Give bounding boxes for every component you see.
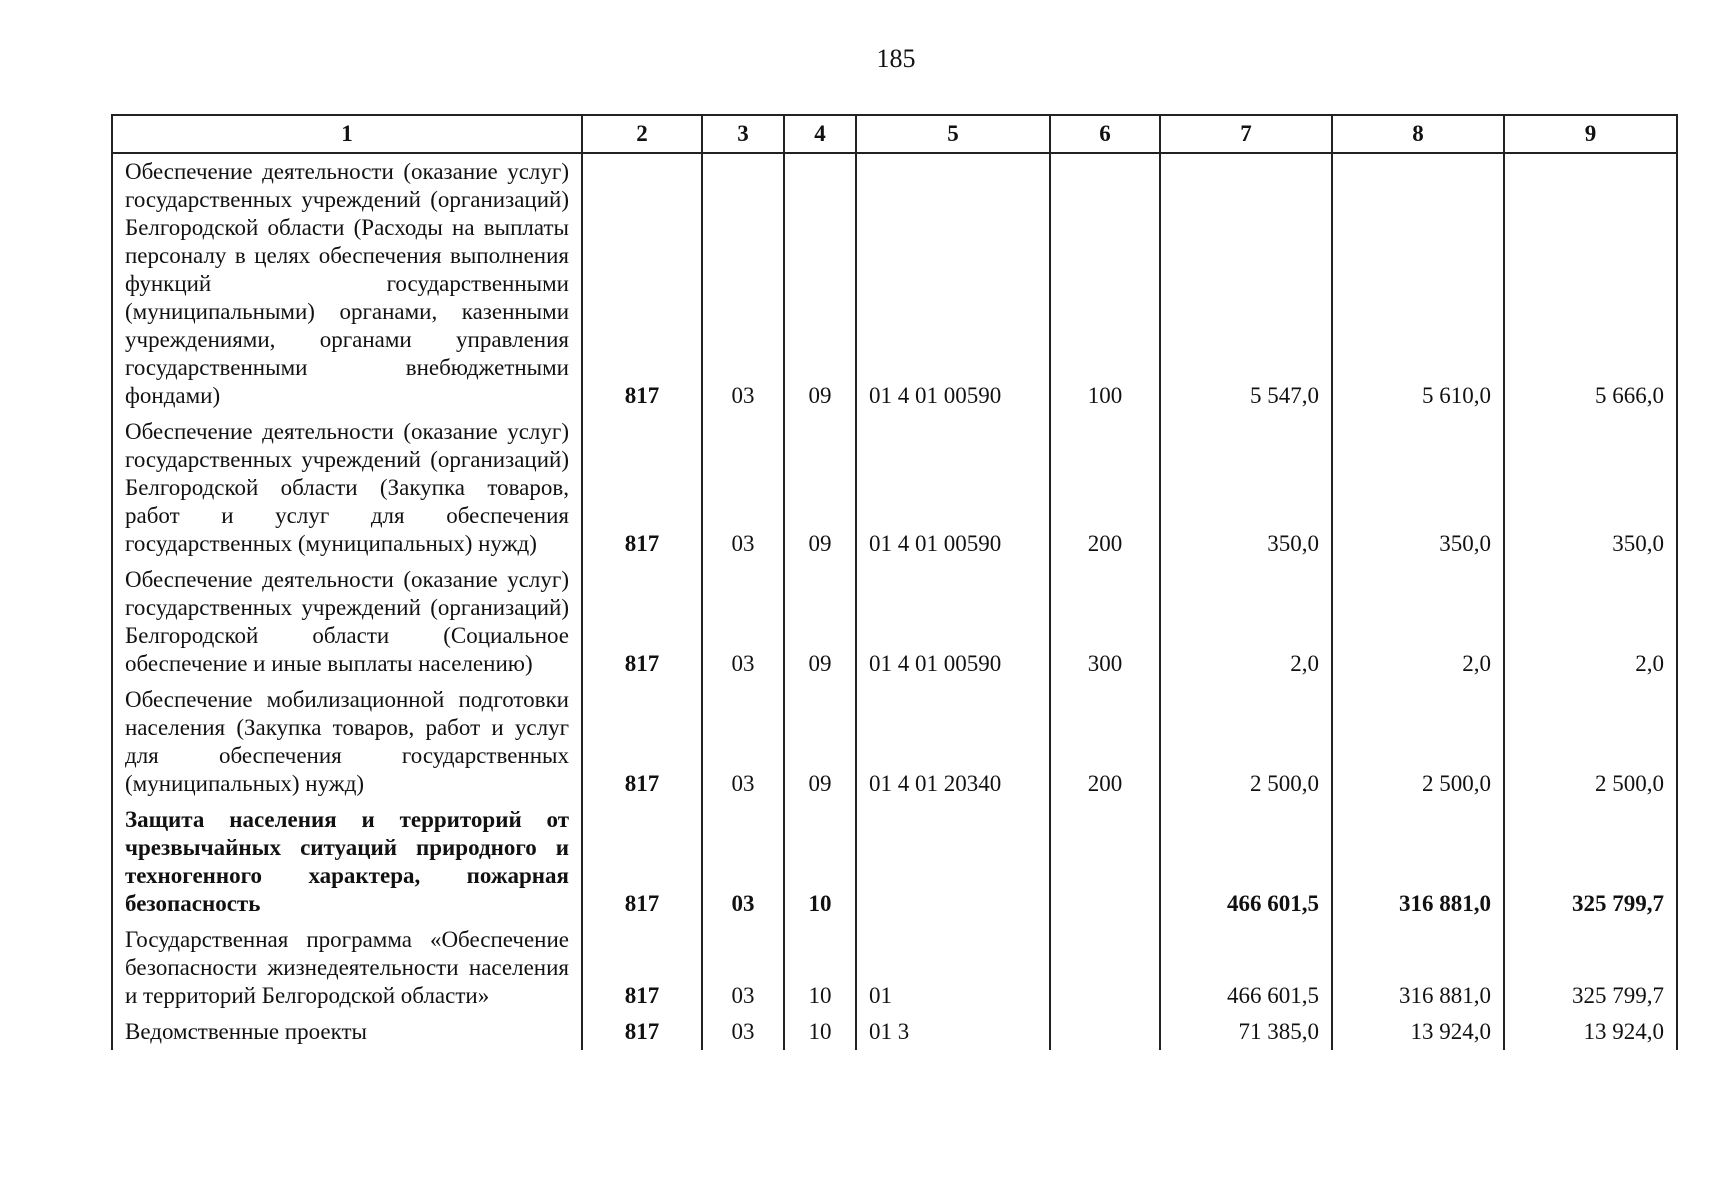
amount-col-8: 5 610,0 [1332, 153, 1504, 414]
subsection-code: 09 [784, 414, 856, 562]
ministry-code: 817 [582, 682, 702, 802]
amount-col-8: 2,0 [1332, 562, 1504, 682]
expense-type-code [1050, 1014, 1160, 1050]
subsection-code: 09 [784, 562, 856, 682]
row-name: Обеспечение деятельности (оказание услуг) государственных учреждений (организаций) Белгородской области (Социальное обеспечение и иные выплаты населению) [112, 562, 582, 682]
expense-type-code: 200 [1050, 414, 1160, 562]
section-code: 03 [702, 1014, 784, 1050]
amount-col-7: 466 601,5 [1160, 802, 1332, 922]
subsection-code: 10 [784, 1014, 856, 1050]
row-name: Ведомственные проекты [112, 1014, 582, 1050]
ministry-code: 817 [582, 922, 702, 1014]
expense-type-code [1050, 802, 1160, 922]
expense-type-code: 200 [1050, 682, 1160, 802]
table-row [112, 802, 1677, 922]
amount-col-9: 2 500,0 [1504, 682, 1677, 802]
row-name: Обеспечение деятельности (оказание услуг) государственных учреждений (организаций) Белгородской области (Расходы на выплаты персоналу в целях обеспечения выполнения функций государственными (муниципальными) органами, казенными учреждениями, органами управления государственными внебюджетными фондами) [112, 153, 582, 414]
section-code: 03 [702, 802, 784, 922]
amount-col-9: 325 799,7 [1504, 922, 1677, 1014]
amount-col-7: 2,0 [1160, 562, 1332, 682]
table-row [112, 414, 1677, 562]
table-row [112, 682, 1677, 802]
column-header-2: 2 [582, 115, 702, 153]
row-name: Обеспечение деятельности (оказание услуг) государственных учреждений (организаций) Белгородской области (Закупка товаров, работ и услуг для обеспечения государственных (муниципальных) нужд) [112, 414, 582, 562]
subsection-code: 09 [784, 153, 856, 414]
target-article-code: 01 4 01 00590 [856, 153, 1050, 414]
table-row [112, 1014, 1677, 1050]
ministry-code: 817 [582, 562, 702, 682]
target-article-code: 01 4 01 20340 [856, 682, 1050, 802]
amount-col-9: 13 924,0 [1504, 1014, 1677, 1050]
column-header-3: 3 [702, 115, 784, 153]
amount-col-7: 5 547,0 [1160, 153, 1332, 414]
column-header-6: 6 [1050, 115, 1160, 153]
amount-col-8: 316 881,0 [1332, 922, 1504, 1014]
amount-col-8: 350,0 [1332, 414, 1504, 562]
expense-type-code [1050, 922, 1160, 1014]
section-code: 03 [702, 562, 784, 682]
ministry-code: 817 [582, 802, 702, 922]
column-header-5: 5 [856, 115, 1050, 153]
subsection-code: 09 [784, 682, 856, 802]
row-name: Обеспечение мобилизационной подготовки населения (Закупка товаров, работ и услуг для обеспечения государственных (муниципальных) нужд) [112, 682, 582, 802]
amount-col-9: 325 799,7 [1504, 802, 1677, 922]
row-name: Защита населения и территорий от чрезвычайных ситуаций природного и техногенного характера, пожарная безопасность [112, 802, 582, 922]
section-code: 03 [702, 682, 784, 802]
table-header-row [112, 115, 1677, 153]
column-header-7: 7 [1160, 115, 1332, 153]
target-article-code: 01 4 01 00590 [856, 414, 1050, 562]
amount-col-9: 5 666,0 [1504, 153, 1677, 414]
amount-col-8: 2 500,0 [1332, 682, 1504, 802]
column-header-1: 1 [112, 115, 582, 153]
amount-col-7: 2 500,0 [1160, 682, 1332, 802]
column-header-4: 4 [784, 115, 856, 153]
amount-col-8: 316 881,0 [1332, 802, 1504, 922]
expense-type-code: 300 [1050, 562, 1160, 682]
target-article-code: 01 [856, 922, 1050, 1014]
section-code: 03 [702, 414, 784, 562]
amount-col-8: 13 924,0 [1332, 1014, 1504, 1050]
ministry-code: 817 [582, 414, 702, 562]
row-name: Государственная программа «Обеспечение безопасности жизнедеятельности населения и территорий Белгородской области» [112, 922, 582, 1014]
amount-col-7: 71 385,0 [1160, 1014, 1332, 1050]
subsection-code: 10 [784, 922, 856, 1014]
section-code: 03 [702, 153, 784, 414]
budget-table [111, 114, 1678, 1050]
amount-col-7: 350,0 [1160, 414, 1332, 562]
column-header-9: 9 [1504, 115, 1677, 153]
ministry-code: 817 [582, 1014, 702, 1050]
target-article-code: 01 4 01 00590 [856, 562, 1050, 682]
table-row [112, 562, 1677, 682]
target-article-code [856, 802, 1050, 922]
subsection-code: 10 [784, 802, 856, 922]
ministry-code: 817 [582, 153, 702, 414]
section-code: 03 [702, 922, 784, 1014]
amount-col-9: 350,0 [1504, 414, 1677, 562]
target-article-code: 01 3 [856, 1014, 1050, 1050]
page-number: 185 [876, 44, 916, 73]
expense-type-code: 100 [1050, 153, 1160, 414]
table-row [112, 153, 1677, 414]
table-row [112, 922, 1677, 1014]
amount-col-9: 2,0 [1504, 562, 1677, 682]
column-header-8: 8 [1332, 115, 1504, 153]
amount-col-7: 466 601,5 [1160, 922, 1332, 1014]
